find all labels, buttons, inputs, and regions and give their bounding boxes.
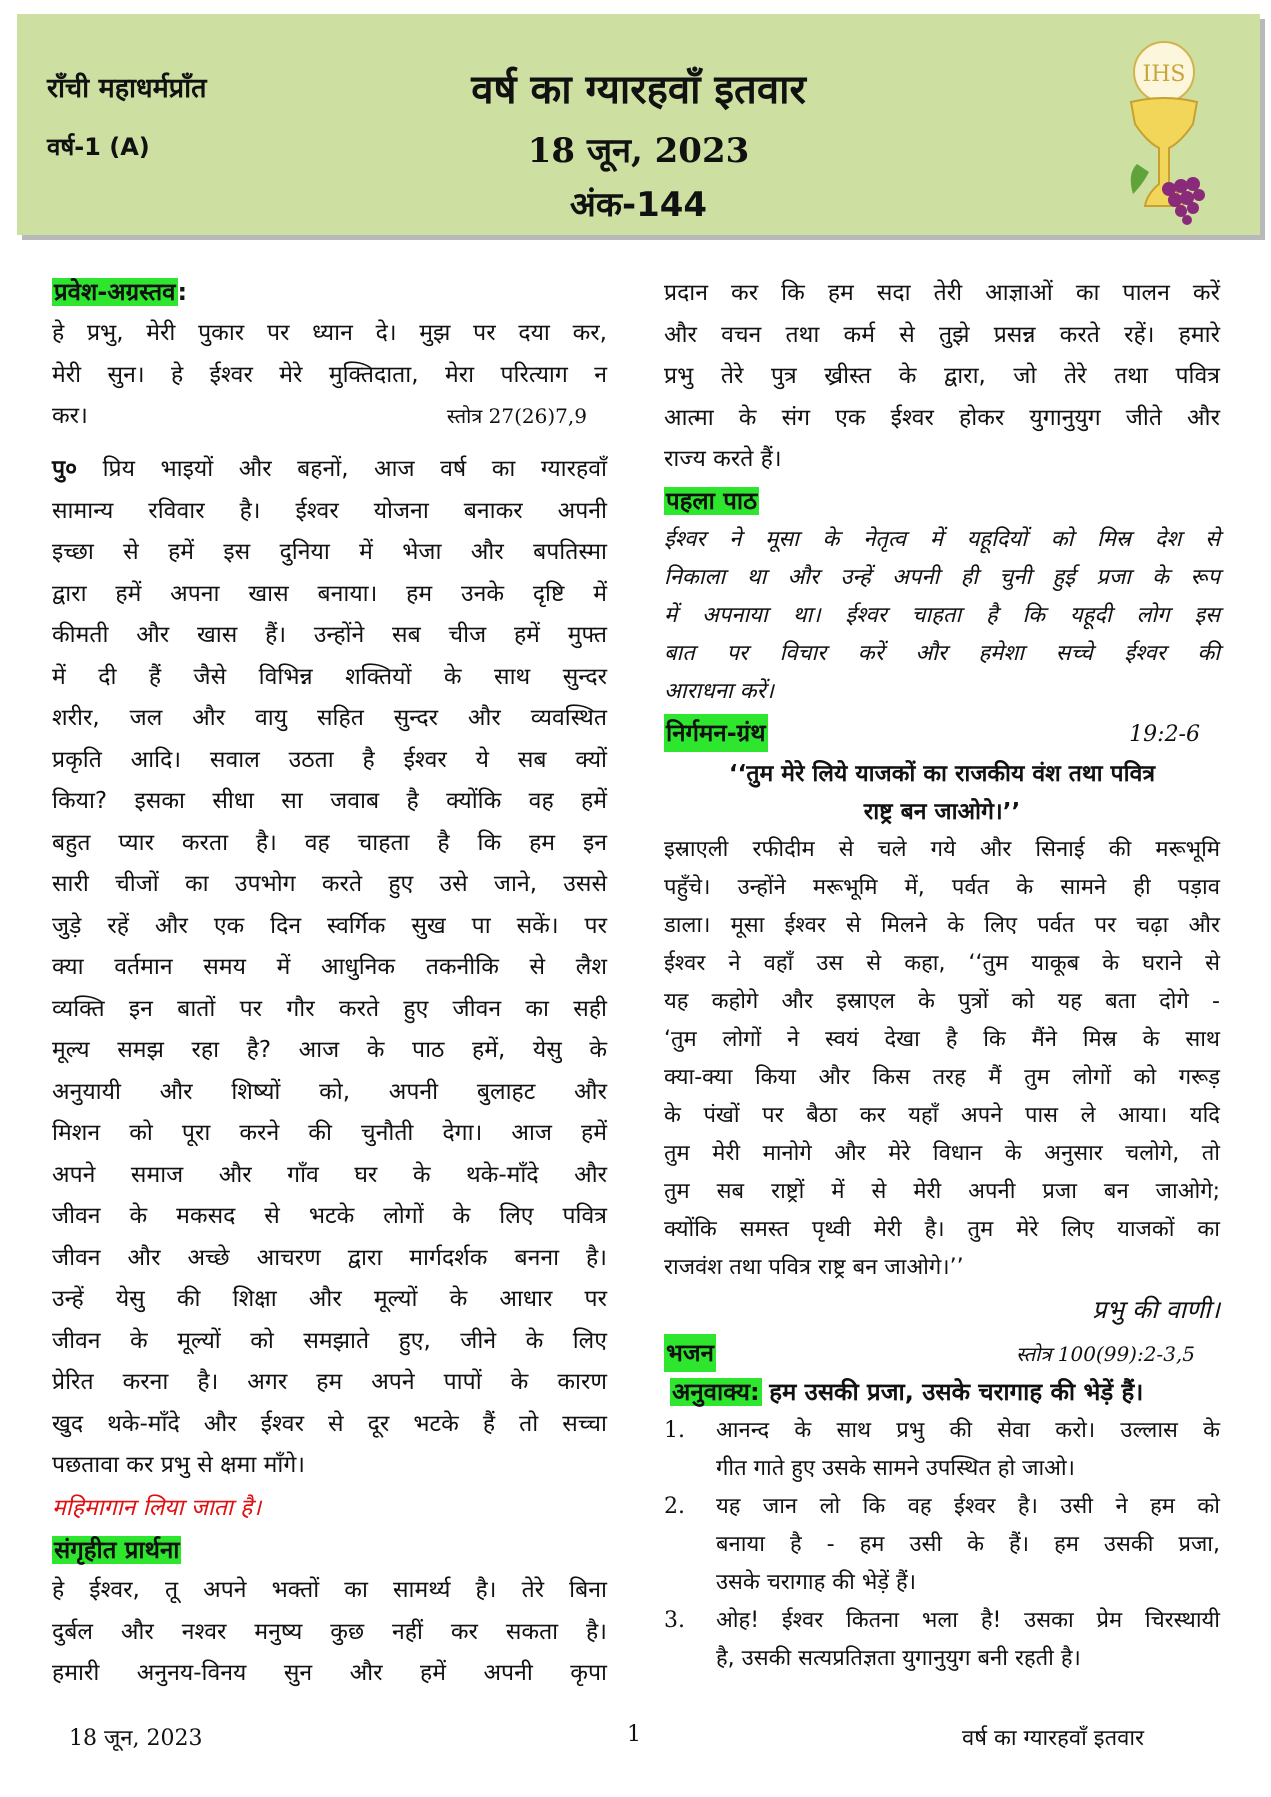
heading-colon: : (177, 278, 188, 306)
line-text: प्रिय भाइयों और बहनों, आज वर्ष का ग्यारहवाँ (102, 456, 608, 482)
section-heading: संगृहीत प्रार्थना (54, 1536, 180, 1564)
text-line: हे प्रभु, मेरी पुकार पर ध्यान दे। मुझ पर दया कर, (52, 320, 607, 346)
chalice-host-logo-icon (1109, 24, 1239, 229)
text-line (52, 449, 607, 491)
text-line: अनुयायी और शिष्यों को, अपनी बुलाहट और (52, 1078, 607, 1105)
footer-date: 18 जून, 2023 (69, 1726, 203, 1751)
section-heading: भजन (664, 1334, 716, 1372)
text-line: पछतावा कर प्रभु से क्षमा माँगे। (52, 1452, 306, 1478)
psalm-verses (664, 1412, 1220, 1678)
logo-ihs-text: IHS (1142, 62, 1186, 87)
psalm-verse (664, 1602, 1220, 1678)
reading-text (664, 831, 1220, 1287)
verse-number: 1. (664, 1418, 685, 1443)
text-line (52, 396, 607, 438)
text-line: अपने समाज और गाँव घर के थके-माँदे और (52, 1161, 607, 1188)
text-line: आत्मा के संग एक ईश्वर होकर युगानुयुग जीते और (664, 404, 1220, 431)
text-line: आराधना करें। (664, 679, 774, 704)
text-line: मूल्य समझ रहा है? आज के पाठ हमें, येसु के (52, 1037, 607, 1063)
verse-number: 3. (664, 1608, 685, 1633)
text-line: ईश्वर ने वहाँ उस से कहा, ‘‘तुम याकूब के घराने से (664, 951, 1220, 976)
psalm-verse (664, 1488, 1220, 1602)
introduction-paragraph (52, 449, 607, 1487)
page-title: वर्ष का ग्यारहवाँ इतवार (471, 67, 806, 113)
text-line: राजवंश तथा पवित्र राष्ट्र बन जाओगे।’’ (664, 1255, 964, 1280)
section-heading: पहला पाठ (666, 487, 758, 515)
text-line: तुम सब राष्ट्रों में से मेरी अपनी प्रजा बन जाओगे; (664, 1179, 1220, 1204)
text-line: जीवन के मूल्यों को समझाते हुए, जीने के लिए (52, 1327, 607, 1354)
text-line: खुद थके-माँदे और ईश्वर से दूर भटके हैं तो सच्चा (52, 1410, 607, 1437)
text-line: जीवन और अच्छे आचरण द्वारा मार्गदर्शक बनना है। (52, 1244, 607, 1271)
line-text: कर। (52, 403, 88, 429)
text-line: द्वारा हमें अपना खास बनाया। हम उनके दृष्टि में (52, 580, 607, 607)
text-line: शरीर, जल और वायु सहित सुन्दर और व्यवस्थित (52, 705, 607, 731)
entrance-antiphon-heading (52, 273, 607, 311)
year-cycle: वर्ष-1 (A) (47, 133, 150, 161)
psalm-heading-row (664, 1334, 1220, 1372)
reading-reference: 19:2-6 (1129, 722, 1200, 747)
reading-book: निर्गमन-ग्रंथ (664, 714, 768, 752)
response-label: अनुवाक्य: (672, 1378, 760, 1406)
text-line: है, उसकी सत्यप्रतिज्ञता युगानुयुग बनी रहती है। (716, 1646, 1081, 1671)
text-line: यह जान लो कि वह ईश्वर है। उसी ने हम को (716, 1494, 1220, 1519)
headline-line: ‘‘तुम मेरे लिये याजकों का राजकीय वंश तथा पवित्र (728, 761, 1156, 787)
page-number: 1 (627, 1722, 641, 1747)
text-line: क्या वर्तमान समय में आधुनिक तकनीकि से लैश (52, 954, 607, 980)
verse-body (716, 1602, 1220, 1678)
text-line: मिशन को पूरा करने की चुनौती देगा। आज हमें (52, 1120, 607, 1146)
psalm-reference: स्तोत्र 100(99):2-3,5 (1015, 1342, 1195, 1366)
text-line: यह कहोगे और इस्राएल के पुत्रों को यह बता दोगे - (664, 989, 1220, 1014)
text-line: ओह! ईश्वर कितना भला है! उसका प्रेम चिरस्थायी (716, 1608, 1220, 1633)
first-reading-heading (664, 482, 1220, 520)
entrance-antiphon-text (52, 313, 607, 438)
text-line: प्रकृति आदि। सवाल उठता है ईश्वर ये सब क्यों (52, 746, 607, 773)
collect-text-part1 (52, 1570, 607, 1695)
text-line: जीवन के मकसद से भटके लोगों के लिए पवित्र (52, 1203, 607, 1229)
text-line: और वचन तथा कर्म से तुझे प्रसन्न करते रहें। हमारे (664, 321, 1220, 348)
text-line: दुर्बल और नश्वर मनुष्य कुछ नहीं कर सकता है। (52, 1618, 607, 1645)
text-line: तुम मेरी मानोगे और मेरे विधान के अनुसार चलोगे, तो (664, 1141, 1220, 1166)
text-line: में दी हैं जैसे विभिन्न शक्तियों के साथ सुन्दर (52, 663, 607, 690)
text-line: व्यक्ति इन बातों पर गौर करते हुए जीवन का सही (52, 995, 607, 1022)
header-date: 18 जून, 2023 (527, 131, 750, 171)
psalm-response (664, 1373, 1226, 1411)
text-line: बात पर विचार करें और हमेशा सच्चे ईश्वर की (664, 641, 1220, 666)
text-line: जुड़े रहें और एक दिन स्वर्गिक सुख पा सकें। पर (52, 912, 607, 939)
section-heading: प्रवेश-अग्रस्तव (54, 278, 176, 306)
text-line: हमारी अनुनय-विनय सुन और हमें अपनी कृपा (52, 1660, 607, 1686)
text-line: उसके चरागाह की भेड़ें हैं। (716, 1570, 917, 1595)
text-line: बहुत प्यार करता है। वह चाहता है कि हम इन (52, 829, 607, 856)
entrance-reference: स्तोत्र 27(26)7,9 (446, 404, 587, 428)
text-line: इस्राएली रफीदीम से चले गये और सिनाई की मरूभूमि (664, 837, 1220, 862)
text-line: इच्छा से हमें इस दुनिया में भेजा और बपतिस्मा (52, 539, 607, 565)
diocese-name: राँची महाधर्मप्राँत (47, 73, 207, 104)
text-line: उन्हें येसु की शिक्षा और मूल्यों के आधार पर (52, 1286, 607, 1312)
text-line: क्योंकि समस्त पृथ्वी मेरी है। तुम मेरे लिए याजकों का (664, 1217, 1220, 1242)
text-line: राज्य करते हैं। (664, 446, 782, 472)
psalm-verse (664, 1412, 1220, 1488)
text-line: बनाया है - हम उसी के हैं। हम उसकी प्रजा, (716, 1532, 1220, 1557)
text-line: प्रेरित करना है। अगर हम अपने पापों के कारण (52, 1369, 607, 1395)
collect-text-part2 (664, 273, 1220, 481)
footer-title: वर्ष का ग्यारहवाँ इतवार (962, 1726, 1145, 1751)
text-line: पहुँचे। उन्होंने मरूभूमि में, पर्वत के सामने ही पड़ाव (664, 875, 1220, 900)
text-line: ईश्वर ने मूसा के नेतृत्व में यहूदियों को मिस्र देश से (664, 527, 1220, 552)
text-line: किया? इसका सीधा सा जवाब है क्योंकि वह हमें (52, 788, 607, 814)
text-line: के पंखों पर बैठा कर यहाँ अपने पास ले आया। यदि (664, 1103, 1220, 1128)
text-line: प्रदान कर कि हम सदा तेरी आज्ञाओं का पालन करें (664, 280, 1220, 306)
text-line: गीत गाते हुए उसके सामने उपस्थित हो जाओ। (716, 1456, 1076, 1481)
verse-number: 2. (664, 1494, 685, 1519)
response-text: हम उसकी प्रजा, उसके चरागाह की भेड़ें हैं। (769, 1378, 1144, 1406)
header-banner (17, 14, 1260, 235)
verse-body (716, 1412, 1220, 1488)
text-line: हे ईश्वर, तू अपने भक्तों का सामर्थ्य है। तेरे बिना (52, 1577, 607, 1603)
text-line: कीमती और खास हैं। उन्होंने सब चीज हमें मुफ्त (52, 622, 607, 648)
priest-prefix: पु० (52, 456, 78, 482)
text-line: सारी चीजों का उपभोग करते हुए उसे जाने, उससे (52, 871, 607, 897)
verse-body (716, 1488, 1220, 1602)
reading-headline (664, 755, 1220, 831)
text-line: में अपनाया था। ईश्वर चाहता है कि यहूदी लोग इस (664, 603, 1220, 628)
reading-closing: प्रभु की वाणी। (1092, 1295, 1220, 1324)
first-reading-summary (664, 521, 1220, 711)
issue-number: अंक-144 (569, 185, 708, 225)
text-line: ‘तुम लोगों ने स्वयं देखा है कि मैंने मिस्र के साथ (664, 1027, 1220, 1052)
text-line: आनन्द के साथ प्रभु की सेवा करो। उल्लास के (716, 1418, 1220, 1443)
headline-line: राष्ट्र बन जाओगे।’’ (863, 799, 1021, 825)
collect-heading (52, 1531, 607, 1569)
text-line: निकाला था और उन्हें अपनी ही चुनी हुई प्रजा के रूप (664, 565, 1220, 590)
text-line: प्रभु तेरे पुत्र ख्रीस्त के द्वारा, जो तेरे तथा पवित्र (664, 363, 1220, 389)
text-line: सामान्य रविवार है। ईश्वर योजना बनाकर अपनी (52, 497, 607, 524)
reading-book-row (664, 714, 1220, 752)
gloria-rubric: महिमागान लिया जाता है। (52, 1495, 262, 1521)
text-line: डाला। मूसा ईश्वर से मिलने के लिए पर्वत पर चढ़ा और (664, 913, 1220, 938)
text-line: क्या-क्या किया और किस तरह मैं तुम लोगों को गरूड़ (664, 1065, 1220, 1090)
text-line: मेरी सुन। हे ईश्वर मेरे मुक्तिदाता, मेरा परित्याग न (52, 361, 607, 388)
